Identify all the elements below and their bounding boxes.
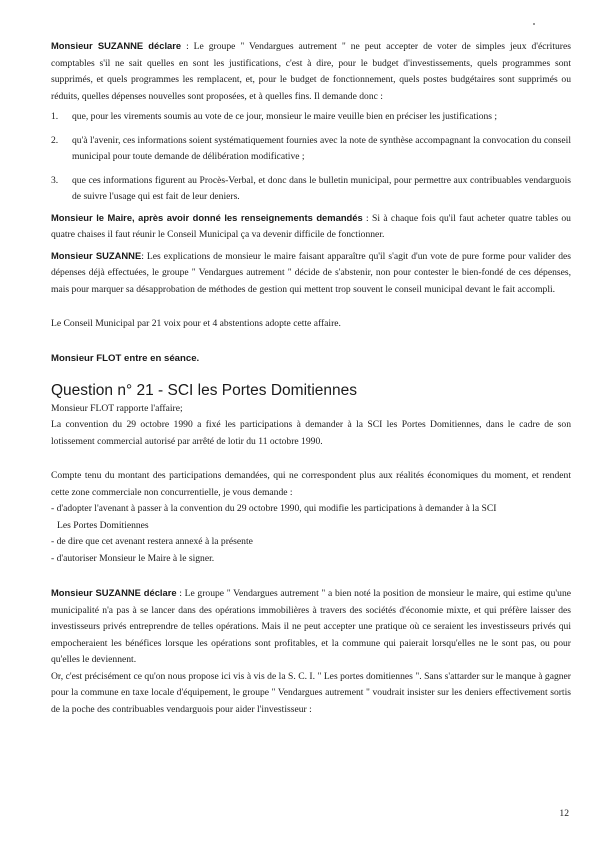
- list-item: 1. que, pour les virements soumis au vote de ce jour, monsieur le maire veuille bien en préciser les justifications ;: [51, 111, 498, 122]
- question-paragraph-1: La convention du 29 octobre 1990 a fixé les participations à demander à la SCI les Portes Domitiennes, dans le cadre de son lotissement commercial autorisé par arrêté de lotir du 11 octobre 1990.: [51, 419, 571, 447]
- paragraph-maire: [51, 210, 571, 244]
- list-item: - de dire que cet avenant restera annexé à la présente: [51, 536, 253, 547]
- list-item: - d'adopter l'avenant à passer à la convention du 29 octobre 1990, qui modifie les participations à demander à la SCI Les Portes Domitiennes: [51, 503, 497, 531]
- paragraph-suzanne-3: [51, 585, 571, 669]
- scan-speck: [533, 23, 535, 25]
- speaker-label: Monsieur le Maire, après avoir donné les renseignements demandés: [51, 211, 363, 223]
- demand-list: [51, 109, 571, 206]
- rapporteur-line: Monsieur FLOT rapporte l'affaire;: [51, 402, 183, 414]
- vote-result: Le Conseil Municipal par 21 voix pour et 4 abstentions adopte cette affaire.: [51, 318, 341, 329]
- speaker-label: Monsieur SUZANNE déclare: [51, 587, 177, 598]
- paragraph-text: : Le groupe " Vendargues autrement " ne peut accepter de voter de simples jeux d'écritures comptables s'il ne sait quelles en sont les justifications, c'est à dire, pour le budget d'investissements, quels programmes sont supprimés, et quels programmes les remplacent, et, pour le budget de fonctionnement, quels postes budgétaires sont supprimés ou réduits, quelles dépenses nouvelles sont proposées, et à quelles fins. Il demande donc :: [51, 41, 571, 102]
- page-number: 12: [559, 808, 569, 819]
- paragraph-suzanne-3b: Or, c'est précisément ce qu'on nous propose ici vis à vis de la S. C. I. " Les portes domitiennes ". Sans s'attarder sur le manque à gagner pour la commune en taxe locale d'équipement, le groupe " Vendargues autrement " voudrait insister sur les deniers effectivement sortis de la poche des contribuables vendarguois pour aider l'investisseur :: [51, 670, 571, 715]
- request-list: [51, 501, 571, 567]
- list-item: 2. qu'à l'avenir, ces informations soient systématiquement fournies avec la note de synthèse accompagnant la convocation du conseil municipal pour toute demande de délibération modificative ;: [51, 134, 571, 162]
- paragraph-text: : Si à chaque fois qu'il faut acheter quatre tables ou quatre chaises il faut réunir le Conseil Municipal ça va devenir difficile de fonctionner.: [51, 212, 571, 240]
- speaker-label: Monsieur SUZANNE: [51, 249, 142, 261]
- list-item: 3. que ces informations figurent au Procès-Verbal, et donc dans le bulletin municipal, pour permettre aux contribuables vendarguois de suivre l'usage qui est fait de leur deniers.: [51, 174, 571, 202]
- paragraph-text: : Le groupe " Vendargues autrement " a bien noté la position de monsieur le maire, qui estime qu'une municipalité n'a pas à se lancer dans des opérations immobilières à travers des sociétés d'économie mixte, et qui préfère laisser des investisseurs privés entreprendre de telles opérations. Mais il ne peut accepter une pratique où ce seraient les investisseurs privés qui empocheraient les bénéfices lorsque les opérations sont profitables, et la commune qui paierait lorsqu'elles ne le sont pas, ou pour qu'elles le deviennent.: [51, 588, 572, 665]
- paragraph-text: : Les explications de monsieur le maire faisant apparaître qu'il s'agit d'un vote de pure forme pour valider des dépenses déjà effectuées, le groupe " Vendargues autrement " décide de s'abstenir, non pour contester le bien-fondé de ces dépenses, mais pour marquer sa désapprobation de méthodes de gestion qui mettent trop souvent le conseil municipal devant le fait accompli.: [51, 250, 571, 295]
- paragraph-suzanne-2: [51, 248, 571, 299]
- document-page: [51, 38, 571, 718]
- speaker-label: Monsieur SUZANNE déclare: [51, 40, 182, 51]
- flot-entry: Monsieur FLOT entre en séance.: [51, 352, 200, 364]
- question-paragraph-2: Compte tenu du montant des participations demandées, qui ne correspondent plus aux réalités économiques du moment, et rendent cette zone commerciale non concurrentielle, je vous demande :: [51, 470, 571, 498]
- paragraph-suzanne-1: [51, 38, 571, 105]
- list-item: - d'autoriser Monsieur le Maire à le signer.: [51, 552, 215, 564]
- question-title: Question n° 21 - SCI les Portes Domitiennes: [51, 381, 358, 399]
